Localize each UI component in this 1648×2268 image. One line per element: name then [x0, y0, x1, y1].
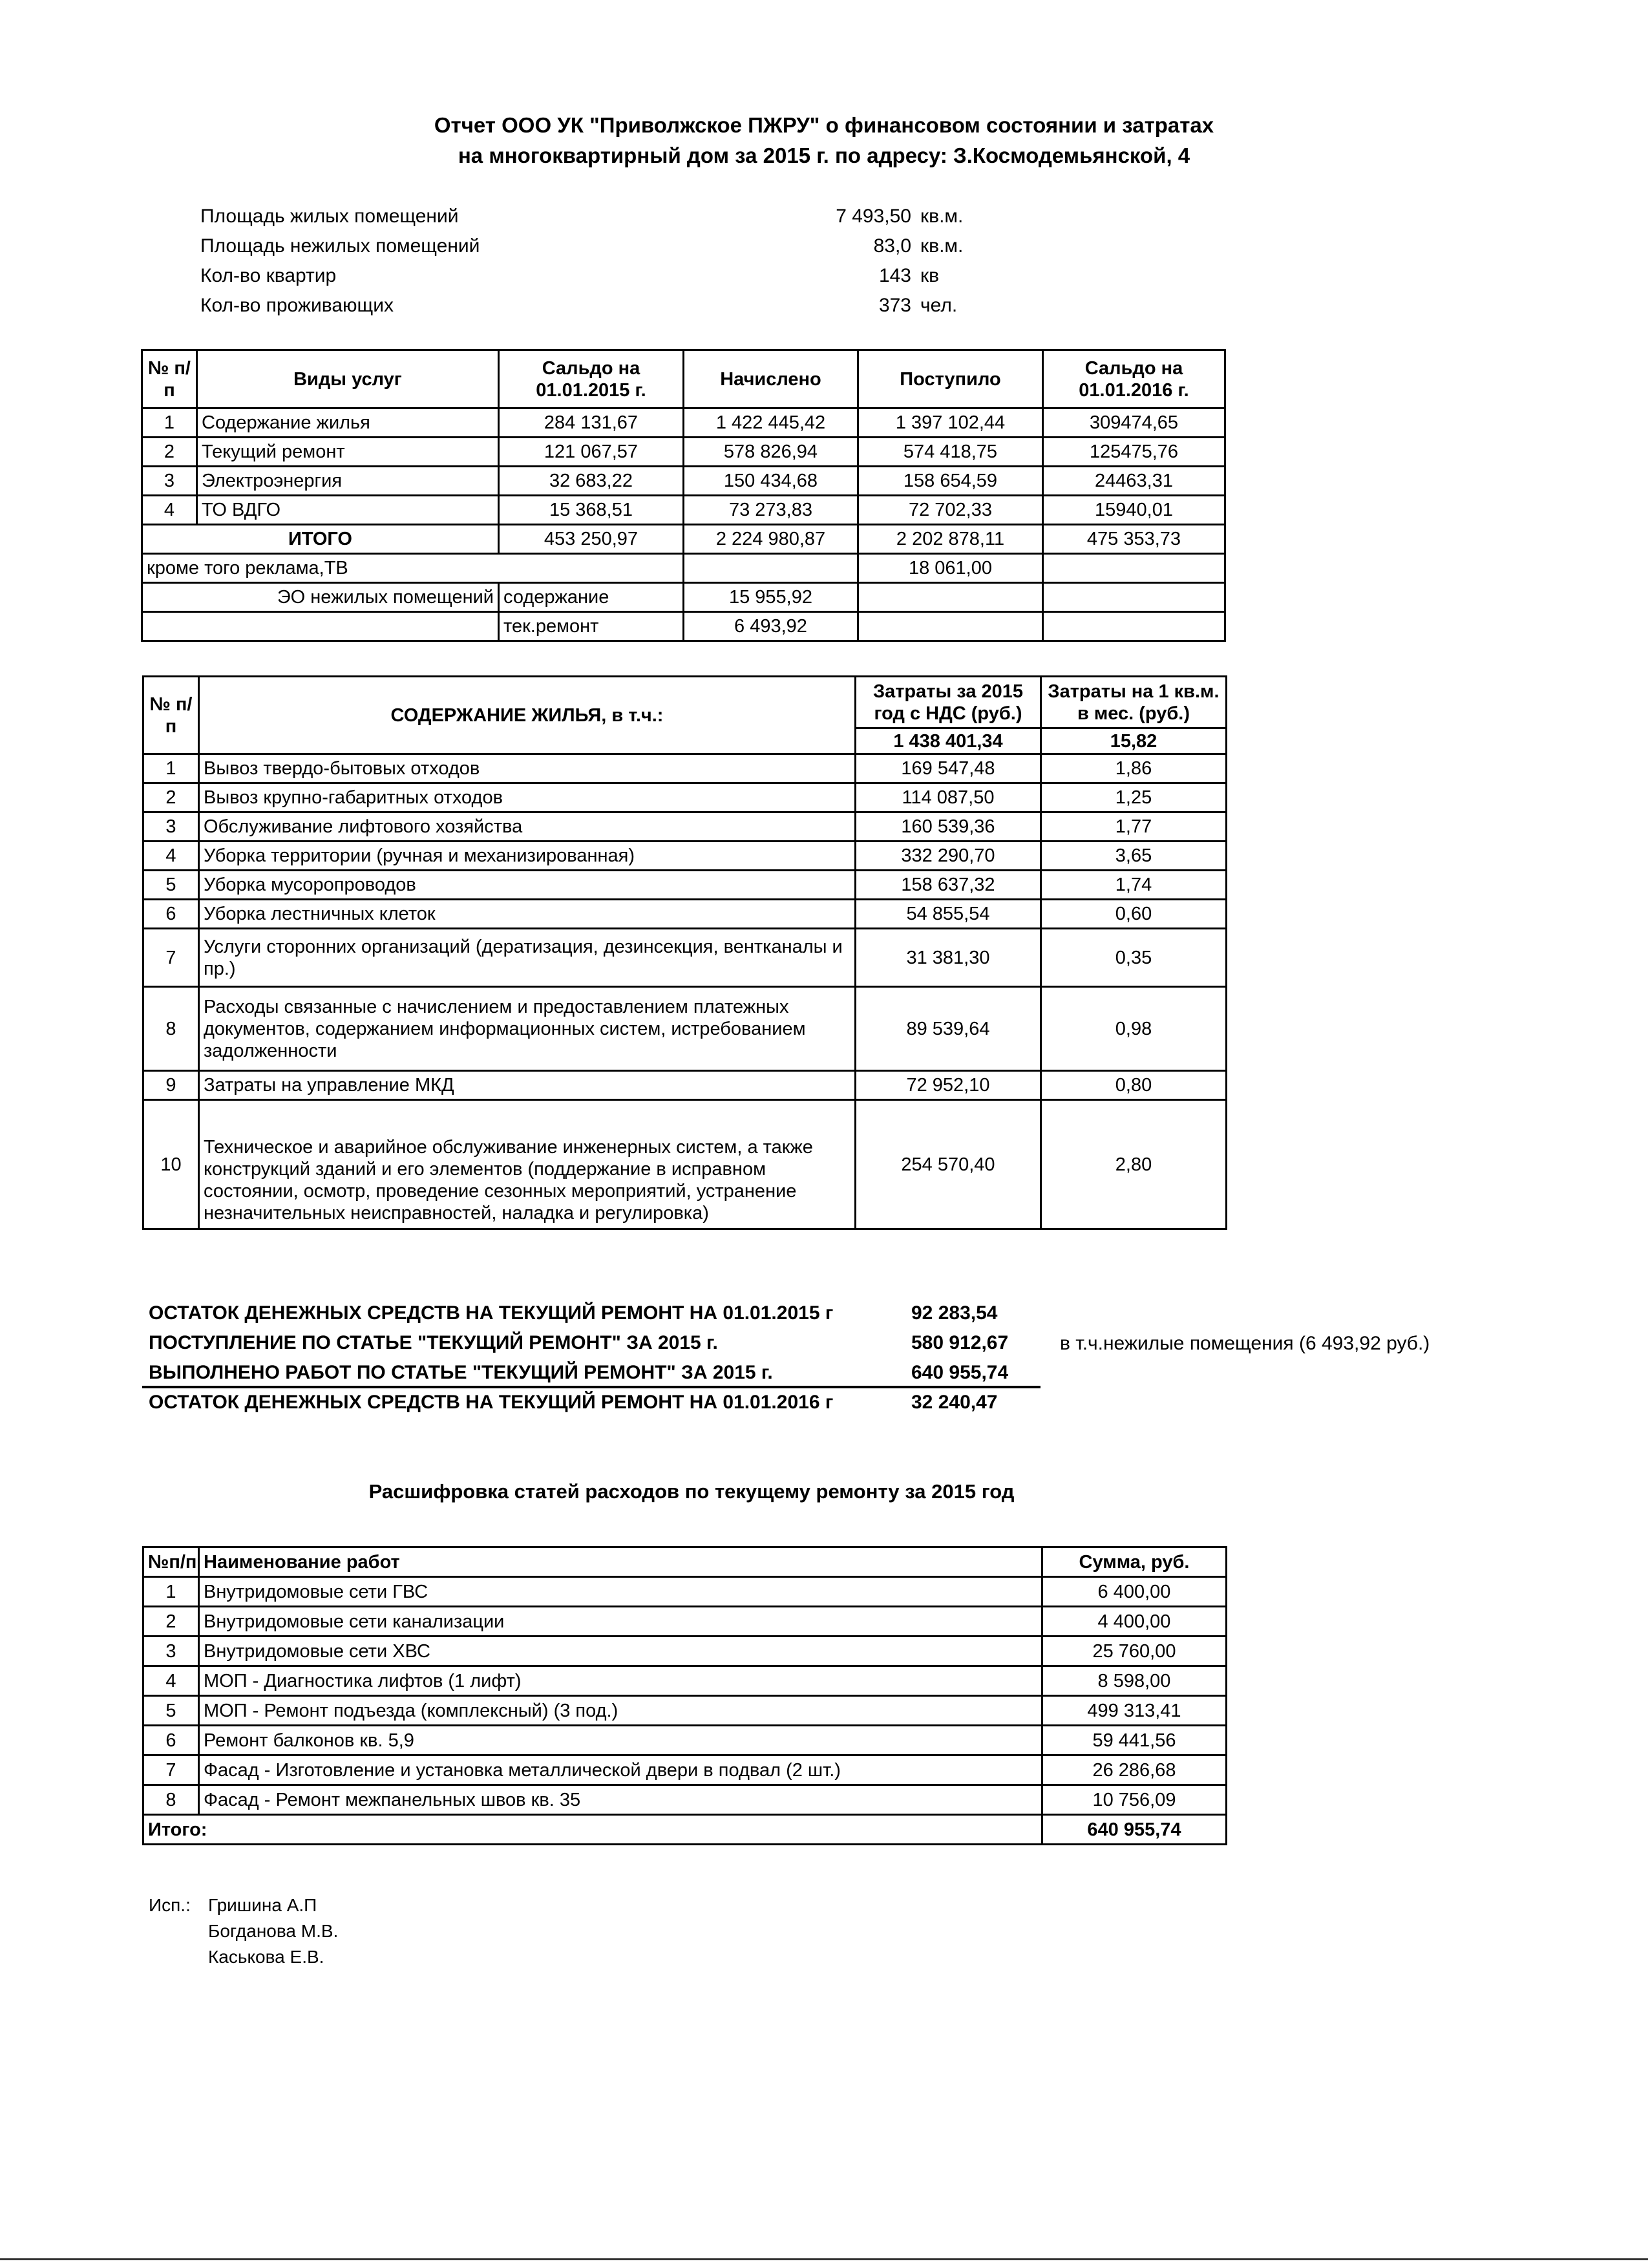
eo-item-maintenance: содержание	[499, 583, 684, 612]
summary-divider	[142, 1386, 1041, 1388]
table-row	[142, 467, 1225, 496]
header-cost-per-m2: Затраты на 1 кв.м. в мес. (руб.)	[1041, 677, 1227, 728]
per-m2: 0,80	[1041, 1071, 1227, 1100]
header-accrued: Начислено	[684, 350, 858, 408]
header-cost-2015: Затраты за 2015 год с НДС (руб.)	[856, 677, 1041, 728]
report-title-line-2: на многоквартирный дом за 2015 г. по адресу: З.Космодемьянской, 4	[458, 143, 1190, 167]
work-name: Вывоз твердо-бытовых отходов	[199, 754, 856, 783]
info-row-apartments	[200, 261, 1041, 290]
per-m2: 1,86	[1041, 754, 1227, 783]
per-m2: 0,35	[1041, 929, 1227, 987]
balance-2016: 24463,31	[1043, 467, 1225, 496]
work-name: Затраты на управление МКД	[199, 1071, 856, 1100]
row-number: 4	[142, 496, 197, 525]
balance-2015: 121 067,57	[499, 438, 684, 467]
cost: 158 637,32	[856, 871, 1041, 900]
summary-label: ОСТАТОК ДЕНЕЖНЫХ СРЕДСТВ НА ТЕКУЩИЙ РЕМОНТ НА 01.01.2015 г	[149, 1302, 834, 1324]
work-sum: 6 400,00	[1042, 1577, 1227, 1607]
info-row-living-area	[200, 202, 1041, 231]
summary-label: ВЫПОЛНЕНО РАБОТ ПО СТАТЬЕ "ТЕКУЩИЙ РЕМОНТ" ЗА 2015 г.	[149, 1362, 773, 1383]
table-row	[143, 1755, 1227, 1785]
summary-value: 32 240,47	[911, 1392, 998, 1413]
empty-cell	[684, 554, 858, 583]
received: 574 418,75	[858, 438, 1043, 467]
total-label: ИТОГО	[142, 525, 499, 554]
accrued: 73 273,83	[684, 496, 858, 525]
cost: 114 087,50	[856, 783, 1041, 812]
row-number: 7	[143, 1755, 199, 1785]
work-sum: 25 760,00	[1042, 1637, 1227, 1666]
row-number: 1	[142, 408, 197, 438]
cost: 54 855,54	[856, 900, 1041, 929]
row-number: 6	[143, 1726, 199, 1755]
repairs-table	[142, 1546, 1227, 1845]
row-number: 7	[143, 929, 199, 987]
row-number: 2	[143, 783, 199, 812]
work-name: Расходы связанные с начислением и предоставлением платежных документов, содержанием информационных систем, истребованием задолженности	[199, 987, 856, 1071]
empty-cell	[858, 583, 1043, 612]
extra-label: кроме того реклама,ТВ	[142, 554, 684, 583]
work-sum: 8 598,00	[1042, 1666, 1227, 1696]
work-sum: 59 441,56	[1042, 1726, 1227, 1755]
extra-received: 18 061,00	[858, 554, 1043, 583]
eo-label: ЭО нежилых помещений	[142, 583, 499, 612]
row-number: 1	[143, 754, 199, 783]
info-value: 373	[878, 295, 911, 316]
balance-2016: 309474,65	[1043, 408, 1225, 438]
cost: 72 952,10	[856, 1071, 1041, 1100]
info-value: 83,0	[873, 235, 911, 257]
building-info	[200, 202, 1041, 324]
header-received: Поступило	[858, 350, 1043, 408]
executor-name: Гришина А.П	[208, 1895, 317, 1915]
row-number: 4	[143, 842, 199, 871]
repairs-header-row	[143, 1547, 1227, 1577]
work-name: Вывоз крупно-габаритных отходов	[199, 783, 856, 812]
service-name: Электроэнергия	[197, 467, 499, 496]
info-row-residents	[200, 291, 1041, 320]
table-row	[142, 438, 1225, 467]
total-per-m2: 15,82	[1041, 728, 1227, 754]
executors-label: Исп.:	[149, 1895, 191, 1915]
services-header-row	[142, 350, 1225, 408]
row-number: 3	[143, 812, 199, 842]
eo-row-1	[142, 583, 1225, 612]
table-row	[143, 900, 1227, 929]
table-row	[142, 408, 1225, 438]
accrued: 578 826,94	[684, 438, 858, 467]
work-sum: 26 286,68	[1042, 1755, 1227, 1785]
per-m2: 1,77	[1041, 812, 1227, 842]
row-number: 5	[143, 1696, 199, 1726]
total-accrued: 2 224 980,87	[684, 525, 858, 554]
table-row	[143, 754, 1227, 783]
received: 158 654,59	[858, 467, 1043, 496]
balance-2015: 284 131,67	[499, 408, 684, 438]
service-name: ТО ВДГО	[197, 496, 499, 525]
work-name: Техническое и аварийное обслуживание инженерных систем, а также конструкций зданий и его элементов (поддержание в исправном состоянии, осмотр, проведение сезонных мероприятий, устранение незначительных неисправностей, наладка и регулировка)	[199, 1100, 856, 1229]
header-sum: Сумма, руб.	[1042, 1547, 1227, 1577]
per-m2: 2,80	[1041, 1100, 1227, 1229]
table-row	[143, 1100, 1227, 1229]
row-number: 10	[143, 1100, 199, 1229]
repair-fund-summary	[149, 1299, 1053, 1422]
accrued: 150 434,68	[684, 467, 858, 496]
empty-cell	[858, 612, 1043, 641]
cost: 160 539,36	[856, 812, 1041, 842]
empty-cell	[1043, 583, 1225, 612]
repairs-total-row	[143, 1815, 1227, 1845]
info-unit: кв.м.	[920, 206, 964, 227]
info-unit: кв.м.	[920, 235, 964, 257]
table-row	[143, 1637, 1227, 1666]
empty-cell	[142, 612, 499, 641]
table-row	[143, 1577, 1227, 1607]
summary-row-balance-2015	[149, 1299, 1053, 1328]
row-number: 9	[143, 1071, 199, 1100]
table-row	[143, 783, 1227, 812]
info-label: Кол-во проживающих	[200, 295, 394, 316]
work-sum: 10 756,09	[1042, 1785, 1227, 1815]
maintenance-header-row	[143, 677, 1227, 728]
per-m2: 3,65	[1041, 842, 1227, 871]
info-label: Площадь нежилых помещений	[200, 235, 480, 257]
info-value: 143	[878, 265, 911, 286]
table-row	[143, 1071, 1227, 1100]
header-maintenance: СОДЕРЖАНИЕ ЖИЛЬЯ, в т.ч.:	[199, 677, 856, 754]
received: 72 702,33	[858, 496, 1043, 525]
accrued: 1 422 445,42	[684, 408, 858, 438]
row-number: 2	[143, 1607, 199, 1637]
work-name: МОП - Диагностика лифтов (1 лифт)	[199, 1666, 1042, 1696]
info-value: 7 493,50	[836, 206, 911, 227]
table-row	[143, 842, 1227, 871]
per-m2: 1,74	[1041, 871, 1227, 900]
balance-2015: 32 683,22	[499, 467, 684, 496]
total-received: 2 202 878,11	[858, 525, 1043, 554]
cost: 89 539,64	[856, 987, 1041, 1071]
eo-value-maintenance: 15 955,92	[684, 583, 858, 612]
summary-value: 640 955,74	[911, 1362, 1009, 1383]
summary-label: ОСТАТОК ДЕНЕЖНЫХ СРЕДСТВ НА ТЕКУЩИЙ РЕМОНТ НА 01.01.2016 г	[149, 1392, 834, 1413]
executor-name: Каськова Е.В.	[208, 1947, 324, 1967]
service-name: Текущий ремонт	[197, 438, 499, 467]
service-name: Содержание жилья	[197, 408, 499, 438]
summary-label: ПОСТУПЛЕНИЕ ПО СТАТЬЕ "ТЕКУЩИЙ РЕМОНТ" ЗА 2015 г.	[149, 1332, 718, 1353]
table-row	[143, 1607, 1227, 1637]
per-m2: 0,60	[1041, 900, 1227, 929]
row-number: 8	[143, 1785, 199, 1815]
work-name: МОП - Ремонт подъезда (комплексный) (3 под.)	[199, 1696, 1042, 1726]
table-row	[143, 1696, 1227, 1726]
report-title-line-1: Отчет ООО УК "Приволжское ПЖРУ" о финансовом состоянии и затратах	[434, 113, 1214, 137]
header-work-name: Наименование работ	[199, 1547, 1042, 1577]
summary-value: 92 283,54	[911, 1302, 998, 1324]
table-row	[143, 1726, 1227, 1755]
work-name: Ремонт балконов кв. 5,9	[199, 1726, 1042, 1755]
work-name: Фасад - Изготовление и установка металлической двери в подвал (2 шт.)	[199, 1755, 1042, 1785]
table-row	[143, 871, 1227, 900]
per-m2: 1,25	[1041, 783, 1227, 812]
total-balance-2016: 475 353,73	[1043, 525, 1225, 554]
empty-cell	[1043, 612, 1225, 641]
work-name: Внутридомовые сети ГВС	[199, 1577, 1042, 1607]
total-sum: 640 955,74	[1042, 1815, 1227, 1845]
cost: 169 547,48	[856, 754, 1041, 783]
executor-name: Богданова М.В.	[208, 1921, 339, 1941]
summary-value: 580 912,67	[911, 1332, 1009, 1353]
info-unit: кв	[920, 265, 940, 286]
summary-row-balance-2016	[149, 1388, 1053, 1417]
summary-row-completed	[149, 1359, 1053, 1387]
balance-2015: 15 368,51	[499, 496, 684, 525]
table-row	[143, 987, 1227, 1071]
info-row-nonliving-area	[200, 231, 1041, 260]
page-bottom-edge	[0, 2258, 1648, 2260]
work-name: Обслуживание лифтового хозяйства	[199, 812, 856, 842]
row-number: 3	[142, 467, 197, 496]
work-name: Фасад - Ремонт межпанельных швов кв. 35	[199, 1785, 1042, 1815]
row-number: 2	[142, 438, 197, 467]
header-number: №п/п	[143, 1547, 199, 1577]
cost: 332 290,70	[856, 842, 1041, 871]
summary-note: в т.ч.нежилые помещения (6 493,92 руб.)	[1060, 1333, 1430, 1354]
eo-value-repair: 6 493,92	[684, 612, 858, 641]
header-number: № п/п	[142, 350, 197, 408]
total-cost: 1 438 401,34	[856, 728, 1041, 754]
services-extra-row	[142, 554, 1225, 583]
row-number: 6	[143, 900, 199, 929]
row-number: 8	[143, 987, 199, 1071]
work-name: Услуги сторонних организаций (дератизация, дезинсекция, вентканалы и пр.)	[199, 929, 856, 987]
services-table	[141, 349, 1226, 642]
info-unit: чел.	[920, 295, 958, 316]
table-row	[143, 929, 1227, 987]
table-row	[143, 1785, 1227, 1815]
eo-item-repair: тек.ремонт	[499, 612, 684, 641]
maintenance-table	[142, 675, 1227, 1230]
services-total-row	[142, 525, 1225, 554]
table-row	[143, 812, 1227, 842]
repairs-title: Расшифровка статей расходов по текущему ремонту за 2015 год	[368, 1480, 1015, 1503]
cost: 254 570,40	[856, 1100, 1041, 1229]
summary-row-income	[149, 1329, 1053, 1357]
table-row	[142, 496, 1225, 525]
work-name: Уборка лестничных клеток	[199, 900, 856, 929]
cost: 31 381,30	[856, 929, 1041, 987]
eo-row-2	[142, 612, 1225, 641]
total-label: Итого:	[143, 1815, 1042, 1845]
row-number: 5	[143, 871, 199, 900]
row-number: 1	[143, 1577, 199, 1607]
header-service-type: Виды услуг	[197, 350, 499, 408]
work-name: Уборка территории (ручная и механизированная)	[199, 842, 856, 871]
header-balance-2016: Сальдо на 01.01.2016 г.	[1043, 350, 1225, 408]
header-number: № п/п	[143, 677, 199, 754]
row-number: 4	[143, 1666, 199, 1696]
balance-2016: 15940,01	[1043, 496, 1225, 525]
work-name: Внутридомовые сети ХВС	[199, 1637, 1042, 1666]
work-sum: 499 313,41	[1042, 1696, 1227, 1726]
info-label: Площадь жилых помещений	[200, 206, 459, 227]
received: 1 397 102,44	[858, 408, 1043, 438]
work-name: Уборка мусоропроводов	[199, 871, 856, 900]
balance-2016: 125475,76	[1043, 438, 1225, 467]
work-name: Внутридомовые сети канализации	[199, 1607, 1042, 1637]
empty-cell	[1043, 554, 1225, 583]
row-number: 3	[143, 1637, 199, 1666]
per-m2: 0,98	[1041, 987, 1227, 1071]
total-balance-2015: 453 250,97	[499, 525, 684, 554]
header-balance-2015: Сальдо на 01.01.2015 г.	[499, 350, 684, 408]
table-row	[143, 1666, 1227, 1696]
work-sum: 4 400,00	[1042, 1607, 1227, 1637]
info-label: Кол-во квартир	[200, 265, 337, 286]
